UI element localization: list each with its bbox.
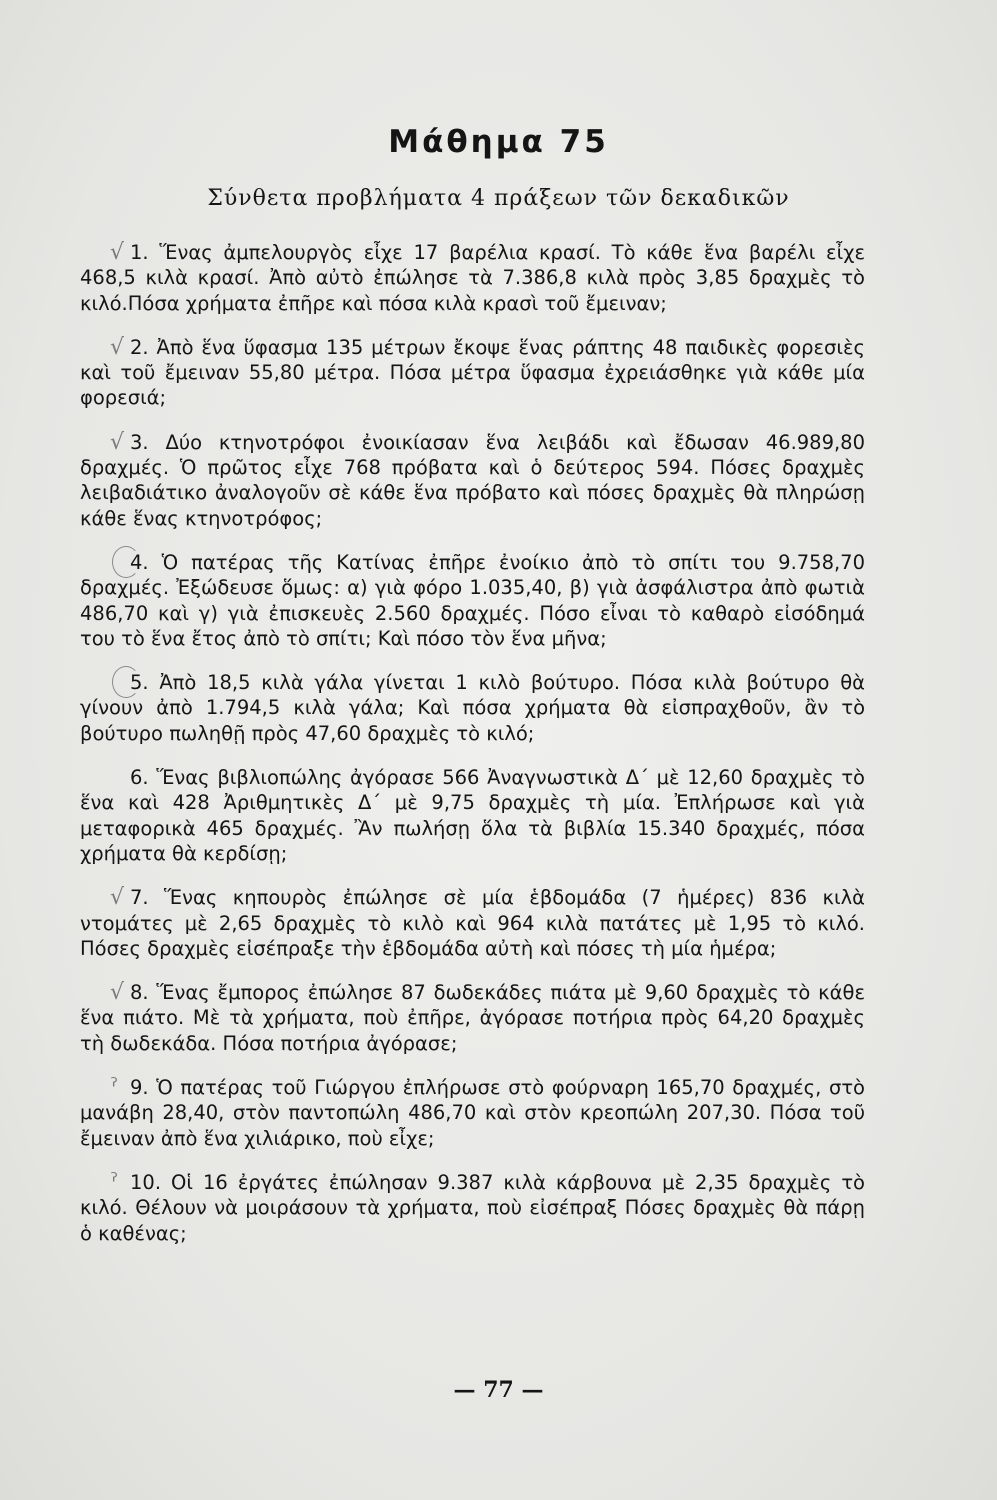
- problem-8-text: 8. Ἕνας ἔμπορος ἐπώλησε 87 δωδεκάδες πιάτα μὲ 9,60 δραχμὲς τὸ κάθε ἕνα πιάτο. Μὲ τὰ χρήματα, ποὺ ἐπῆρε, ἀγόρασε ποτήρια πρὸς 64,20 δραχμὲς τὴ δωδεκάδα. Πόσα ποτήρια ἀγόρασε;: [80, 981, 865, 1055]
- problem-1-text: 1. Ἕνας ἀμπελουργὸς εἶχε 17 βαρέλια κρασί. Τὸ κάθε ἕνα βαρέλι εἶχε 468,5 κιλὰ κρασί. Ἀπὸ αὐτὸ ἐπώλησε τὰ 7.386,8 κιλὰ πρὸς 3,85 δραχμὲς τὸ κιλό.Πόσα χρήματα ἐπῆρε καὶ πόσα κιλὰ κρασὶ τοῦ ἔμειναν;: [80, 241, 865, 315]
- check-mark-icon: √: [110, 334, 125, 360]
- check-mark-icon: √: [110, 885, 125, 911]
- problem-5: [80, 670, 865, 746]
- problem-7-text: 7. Ἕνας κηπουρὸς ἐπώλησε σὲ μία ἑβδομάδα (7 ἡμέρες) 836 κιλὰ ντομάτες μὲ 2,65 δραχμὲς τὸ κιλὸ καὶ 964 κιλὰ πατάτες μὲ 1,95 τὸ κιλό. Πόσες δραχμὲς εἰσέπραξε τὴν ἑβδομάδα αὐτὴ καὶ πόσες τὴ μία ἡμέρα;: [80, 886, 865, 960]
- problem-3-text: 3. Δύο κτηνοτρόφοι ἐνοικίασαν ἕνα λειβάδι καὶ ἔδωσαν 46.989,80 δραχμές. Ὁ πρῶτος εἶχε 768 πρόβατα καὶ ὁ δεύτερος 594. Πόσες δραχμὲς λειβαδιάτικο ἀναλογοῦν σὲ κάθε ἕνα πρόβατο καὶ πόσες δραχμὲς θὰ πληρώσῃ κάθε ἕνας κτηνοτρόφος;: [80, 430, 865, 530]
- problem-10: [80, 1170, 865, 1246]
- check-mark-icon: √: [110, 429, 125, 455]
- problem-9-text: 9. Ὁ πατέρας τοῦ Γιώργου ἐπλήρωσε στὸ φούρναρη 165,70 δραχμές, στὸ μανάβη 28,40, στὸν παντοπώλη 486,70 καὶ στὸν κρεοπώλη 207,30. Πόσα τοῦ ἔμειναν ἀπὸ ἕνα χιλιάρικο, ποὺ εἶχε;: [80, 1076, 865, 1150]
- check-mark-icon: √: [110, 240, 125, 265]
- problem-6: [80, 765, 865, 866]
- problem-3: [80, 430, 865, 531]
- problem-4: [80, 550, 865, 651]
- circle-mark-icon: [112, 666, 140, 698]
- check-mark-icon: √: [110, 980, 125, 1006]
- problem-7: [80, 885, 865, 961]
- problem-10-text: 10. Οἱ 16 ἐργάτες ἐπώλησαν 9.387 κιλὰ κάρβουνα μὲ 2,35 δραχμὲς τὸ κιλό. Θέλουν νὰ μοιράσουν τὰ χρήματα, ποὺ εἰσέπραξ Πόσες δραχμὲς θὰ πάρῃ ὁ καθένας;: [80, 1170, 865, 1245]
- problem-list: [80, 240, 865, 1246]
- problem-9: [80, 1075, 865, 1151]
- problem-6-text: 6. Ἕνας βιβλιοπώλης ἀγόρασε 566 Ἀναγνωστικὰ Δ΄ μὲ 12,60 δραχμὲς τὸ ἕνα καὶ 428 Ἀριθμητικὲς Δ΄ μὲ 9,75 δραχμὲς τὴ μία. Ἐπλήρωσε καὶ γιὰ μεταφορικὰ 465 δραχμές. Ἂν πωλήσῃ ὅλα τὰ βιβλία 15.340 δραχμές, πόσα χρήματα θὰ κερδίσῃ;: [80, 766, 865, 865]
- lesson-title: Μάθημα 75: [388, 124, 609, 160]
- problem-5-text: 5. Ἀπὸ 18,5 κιλὰ γάλα γίνεται 1 κιλὸ βούτυρο. Πόσα κιλὰ βούτυρο θὰ γίνουν ἀπὸ 1.794,5 κιλὰ γάλα; Καὶ πόσα χρήματα θὰ εἰσπραχθοῦν, ἂν τὸ βούτυρο πωληθῇ πρὸς 47,60 δραχμὲς τὸ κιλό;: [80, 671, 865, 745]
- problem-1: [80, 240, 865, 316]
- problem-4-text: 4. Ὁ πατέρας τῆς Κατίνας ἐπῆρε ἐνοίκιο ἀπὸ τὸ σπίτι του 9.758,70 δραχμές. Ἐξώδευσε ὅμως: α) γιὰ φόρο 1.035,40, β) γιὰ ἀσφάλιστρα ἀπὸ φωτιὰ 486,70 καὶ γ) γιὰ ἐπισκευὲς 2.560 δραχμές. Πόσο εἶναι τὸ καθαρὸ εἰσόδημά του τὸ ἕνα ἔτος ἀπὸ τὸ σπίτι; Καὶ πόσο τὸν ἕνα μῆνα;: [80, 550, 865, 650]
- tick-mark-icon: ˀ: [110, 1075, 119, 1101]
- lesson-subtitle: Σύνθετα προβλήματα 4 πράξεων τῶν δεκαδικῶν: [207, 186, 790, 211]
- tick-mark-icon: ˀ: [110, 1169, 119, 1195]
- problem-2: [80, 335, 865, 411]
- page-number: — 77 —: [453, 1377, 544, 1403]
- problem-8: [80, 980, 865, 1056]
- problem-2-text: 2. Ἀπὸ ἕνα ὕφασμα 135 μέτρων ἔκοψε ἕνας ράπτης 48 παιδικὲς φορεσιὲς καὶ τοῦ ἔμειναν 55,80 μέτρα. Πόσα μέτρα ὕφασμα ἐχρειάσθηκε γιὰ κάθε μία φορεσιά;: [80, 335, 865, 410]
- circle-mark-icon: [112, 546, 140, 578]
